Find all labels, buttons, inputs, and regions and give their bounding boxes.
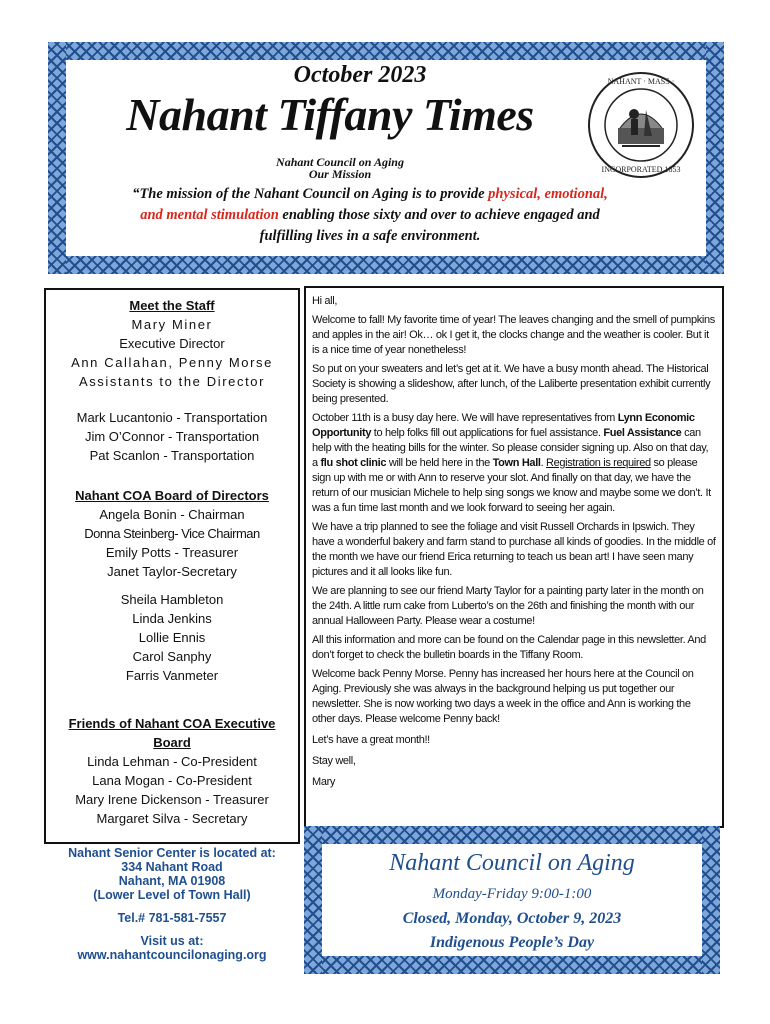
- header-border-bottom: [48, 256, 724, 274]
- mission-highlight-2: and mental stimulation: [140, 207, 279, 223]
- address-line: Nahant Senior Center is located at:: [68, 846, 276, 860]
- hours-border-right: [702, 826, 720, 974]
- list-item: Carol Sanphy: [132, 649, 212, 664]
- text-run-bold: flu shot clinic: [320, 457, 387, 469]
- text-run: will be held here in the: [386, 457, 493, 469]
- holiday-name: Indigenous People’s Day: [429, 934, 595, 951]
- text-run: can help with the heating bills for the winter. So please consider signing up. Also on that day, a: [312, 427, 709, 469]
- list-item: Janet Taylor-Secretary: [107, 564, 237, 579]
- org-name: Nahant Council on Aging: [276, 155, 404, 169]
- mission-text-c: fulfilling lives in a safe environment.: [259, 228, 481, 244]
- letter-body: [312, 294, 716, 794]
- list-item: Emily Potts - Treasurer: [105, 545, 239, 560]
- list-item: Linda Lehman - Co-President: [87, 754, 257, 769]
- letter-paragraph: Welcome back Penny Morse. Penny has increased her hours here at the Council on Aging. Previously she was always in the background helping us put together our newsletter. She is now working two days a week in the office and Ann is working the other days. Please welcome Penny back!: [312, 668, 694, 725]
- left-sidebar: [44, 288, 300, 844]
- svg-text:INCORPORATED 1853: INCORPORATED 1853: [601, 165, 681, 174]
- friends-heading-1: Friends of Nahant COA Executive: [68, 716, 276, 731]
- letter-greeting: Hi all,: [312, 295, 338, 307]
- staff-director-title: Executive Director: [119, 336, 225, 351]
- hours-content: [322, 844, 702, 956]
- text-run: so please sign up with me or with Ann to reserve your slot. And finally on that day, we have the return of our musician Michele to help sing songs we know and maybe some we don’t. It was a fun time last month and we look forward to seeing her again.: [312, 457, 711, 514]
- letter-paragraph: All this information and more can be found on the Calendar page in this newsletter. And don’t forget to check the bulletin boards in the Tiffany Room.: [312, 634, 706, 661]
- town-seal-icon: [586, 70, 696, 180]
- hours-box: [304, 826, 720, 974]
- mission-heading: Our Mission: [308, 167, 372, 181]
- staff-section: [46, 296, 298, 391]
- newsletter-title: Nahant Tiffany Times: [126, 89, 534, 140]
- address-line: Nahant, MA 01908: [118, 874, 226, 888]
- phone-number: Tel.# 781-581-7557: [117, 911, 227, 925]
- list-item: Mark Lucantonio - Transportation: [76, 410, 268, 425]
- senior-center-address: [44, 846, 300, 962]
- list-item: Donna Steinberg- Vice Chairman: [84, 526, 260, 541]
- board-members: [46, 590, 298, 685]
- list-item: Pat Scanlon - Transportation: [89, 448, 255, 463]
- director-letter: [304, 286, 724, 828]
- staff-assistants-title: Assistants to the Director: [78, 374, 266, 389]
- friends-heading-2: Board: [153, 735, 191, 750]
- list-item: Jim O’Connor - Transportation: [84, 429, 260, 444]
- header-border-top: [48, 42, 724, 60]
- list-item: Mary Irene Dickenson - Treasurer: [75, 792, 269, 807]
- letter-paragraph: So put on your sweaters and let’s get at it. We have a busy month ahead. The Historical Society is showing a slideshow, after lunch, of the Laliberte presentation exhibit currently being presented.: [312, 363, 711, 405]
- address-line: 334 Nahant Road: [121, 860, 223, 874]
- text-run-bold: Town Hall: [492, 457, 541, 469]
- list-item: Farris Vanmeter: [125, 668, 219, 683]
- friends-section: [46, 714, 298, 828]
- website-link[interactable]: www.nahantcouncilonaging.org: [77, 948, 267, 962]
- header-border-left: [48, 42, 66, 274]
- mission-text-a: “The mission of the Nahant Council on Aging is to provide: [132, 186, 489, 202]
- hours-border-top: [304, 826, 720, 844]
- letter-paragraph: We are planning to see our friend Marty Taylor for a painting party later in the month on the 24th. A little rum cake from Luberto’s on the 26th and finishing the month with our annual Halloween Party. Please wear a costume!: [312, 585, 704, 627]
- list-item: Lollie Ennis: [138, 630, 206, 645]
- text-run: October 11th is a busy day here. We will have representatives from: [312, 412, 618, 424]
- transport-section: [46, 408, 298, 465]
- org-subtitle: [200, 156, 480, 180]
- list-item: Lana Mogan - Co-President: [92, 773, 252, 788]
- text-run-bold: Lynn Economic Opportunity: [312, 412, 695, 439]
- staff-director-name: Mary Miner: [131, 317, 213, 332]
- address-line: (Lower Level of Town Hall): [93, 888, 251, 902]
- list-item: Sheila Hambleton: [120, 592, 224, 607]
- mission-statement: [100, 184, 640, 247]
- hours-border-bottom: [304, 956, 720, 974]
- issue-month: October 2023: [293, 62, 427, 88]
- visit-label: Visit us at:: [140, 934, 204, 948]
- staff-assistants-names: Ann Callahan, Penny Morse: [71, 355, 273, 370]
- letter-signature: Mary: [312, 776, 336, 788]
- letter-closing: Stay well,: [312, 755, 356, 767]
- letter-paragraph: [312, 411, 716, 516]
- text-run-bold: Fuel Assistance: [603, 427, 682, 439]
- hours-border-left: [304, 826, 322, 974]
- svg-text:NAHANT · MASS ·: NAHANT · MASS ·: [607, 77, 675, 86]
- text-run: .: [540, 457, 547, 469]
- list-item: Linda Jenkins: [132, 611, 212, 626]
- mission-highlight-1: physical, emotional,: [488, 186, 608, 202]
- staff-heading: Meet the Staff: [129, 298, 215, 313]
- text-run-underlined: Registration is required: [546, 457, 651, 469]
- letter-paragraph: Let’s have a great month!!: [312, 734, 430, 746]
- list-item: Margaret Silva - Secretary: [96, 811, 248, 826]
- letter-paragraph: We have a trip planned to see the foliage and visit Russell Orchards in Ipswich. They have a wonderful bakery and farm stand to purchase all kinds of goodies. In the middle of the month we have our friend Erica returning to teach us bean art! I have seen many pictures and it all looks like fun.: [312, 521, 716, 578]
- text-run: to help folks fill out applications for fuel assistance.: [371, 427, 604, 439]
- board-heading: Nahant COA Board of Directors: [75, 488, 269, 503]
- letter-paragraph: Welcome to fall! My favorite time of year! The leaves changing and the smell of pumpkins and apples in the air! Ok… ok I get it, the clocks change and the weather is cooler. But it is a nice time of year nonetheless!: [312, 314, 715, 356]
- closure-notice: Closed, Monday, October 9, 2023: [402, 910, 622, 927]
- hours-schedule: Monday-Friday 9:00-1:00: [432, 886, 592, 902]
- mission-text-b: enabling those sixty and over to achieve engaged and: [278, 207, 600, 223]
- hours-org: Nahant Council on Aging: [389, 850, 635, 876]
- list-item: Angela Bonin - Chairman: [99, 507, 245, 522]
- board-section: [46, 486, 298, 581]
- header-border-right: [706, 42, 724, 274]
